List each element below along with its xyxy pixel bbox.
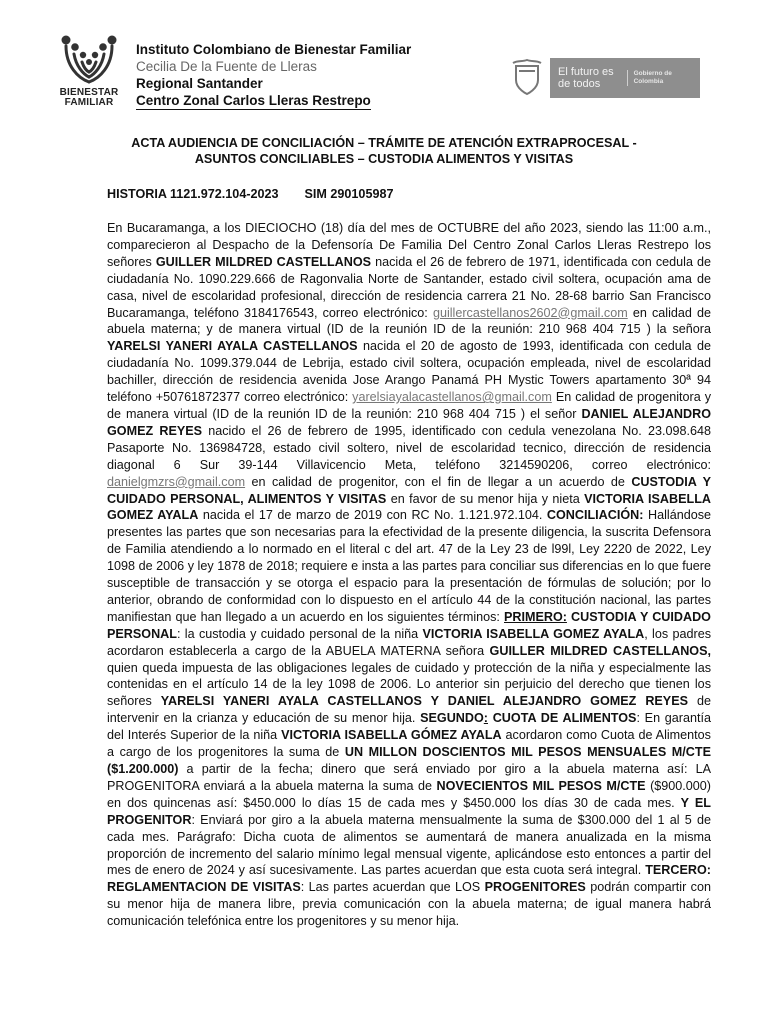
body-text: Hallándose presentes las partes que son necesarias para la efectividad de la presente diligencia, la suscrita Defensora de Familia atendiendo a lo normado en el literal c del art. 47 de la Ley 23 de l99l, Ley 2220 de 2022, Ley 1098 de 2006 y ley 1878 de 2018; requiere e insta a las partes para conciliar sus diferencias en lo que fuere susceptible de transacción y se otorga el espacio para la presentación de fórmulas de solución; por lo anterior, obrando de conformidad con lo dispuesto en el artículo 44 de la constitución nacional, las partes manifiestan que han llegado a un acuerdo en los siguientes términos: (107, 508, 712, 624)
family-icon (56, 32, 122, 88)
emphasis-text: PROGENITORES (484, 880, 586, 895)
emphasis-text: YARELSI YANERI AYALA CASTELLANOS (107, 339, 358, 354)
emphasis-text: Y EL PROGENITOR (107, 795, 711, 827)
body-text: podrán compartir con su menor hija de manera libre, previa comunicación con la abuela materna; de igual manera habrá comunicación telefónica entre los progenitores y su menor hija. (107, 880, 711, 929)
coat-of-arms-icon (510, 58, 544, 98)
body-text: ($900.000) en dos quincenas así: $450.000 lo días 15 de cada mes y $450.000 los días 30 de cada mes. (107, 778, 711, 810)
body-text: en calidad de abuela materna; y de manera virtual (ID de la reunión ID de la reunión: 210 968 404 715 ) la señora (107, 305, 711, 337)
zonal-center-name: Centro Zonal Carlos Lleras Restrepo (136, 93, 371, 108)
body-paragraph (107, 220, 711, 930)
institution-subtitle: Cecilia De la Fuente de Lleras (136, 59, 317, 74)
body-text: : la custodia y cuidado personal de la niña (176, 626, 423, 641)
emphasis-text: GUILLER MILDRED CASTELLANOS (155, 254, 372, 269)
emphasis-text: YARELSI YANERI AYALA CASTELLANOS Y DANIEL ALEJANDRO GOMEZ REYES (160, 694, 689, 709)
section-heading: PRIMERO: (504, 609, 567, 624)
case-reference (107, 187, 393, 201)
body-text: en favor de su menor hija y nieta (386, 491, 585, 506)
government-logo (510, 53, 710, 103)
government-banner (550, 58, 700, 98)
body-text: nacida el 20 de agosto de 1993, identificada con cedula de ciudadanía No. 1099.379.044 de Lebrija, estado civil soltera, ocupación empleada, nivel de escolaridad bachiller, dirección de residencia avenida Jose Arango Panamá PH Mystic Towers apartamento 30ª 94 teléfono +50761872377 correo electrónico: (107, 339, 712, 405)
emphasis-text: CUSTODIA Y CUIDADO PERSONAL, ALIMENTOS Y VISITAS (107, 474, 712, 506)
body-text: nacida el 26 de febrero de 1971, identificada con cedula de ciudadanía No. 1090.229.666 de Ragonvalia Norte de Santander, estado civil soltera, ocupación ama de casa, nivel de escolaridad profesional, dirección de residencia carrera 21 No. 28-68 barrio San Francisco Bucaramanga, teléfono 3184176543, correo electrónico: (107, 254, 712, 320)
title-line: ACTA AUDIENCIA DE CONCILIACIÓN – TRÁMITE DE ATENCIÓN EXTRAPROCESAL - (131, 136, 637, 150)
emphasis-text: UN MILLON DOSCIENTOS MIL PESOS MENSUALES M/CTE ($1.200.000) (107, 745, 711, 776)
emphasis-text: VICTORIA ISABELLA GÓMEZ AYALA (281, 728, 502, 743)
emphasis-text: VICTORIA ISABELLA GOMEZ AYALA (107, 491, 711, 523)
logo-text: BIENESTAR FAMILIAR (59, 87, 119, 108)
emphasis-text: NOVECIENTOS MIL PESOS M/CTE (436, 778, 646, 793)
body-text: : En garantía del Interés Superior de la niña (107, 711, 712, 743)
body-text: : Enviará por giro a la abuela materna mensualmente la suma de $300.000 del 1 al 5 de cada mes. Parágrafo: Dicha cuota de alimentos se aumentará de manera anualizada en la misma proporción de incremento del salario mínimo legal mensual vigente, aplicándose esto entonces a partir del mes de enero de 2024 y así sucesivamente. Las partes acuerdan que esta cuota será integral. (107, 812, 711, 878)
document-header (0, 0, 768, 118)
document-body (107, 220, 711, 930)
emphasis-text: TERCERO: REGLAMENTACION DE VISITAS (107, 863, 711, 895)
emphasis-text: CONCILIACIÓN: (546, 508, 644, 523)
body-text: quien queda impuesta de las obligaciones legales de cuidado y protección de la niña y especialmente las contenidas en el artículo 14 de la ley 1098 de 2006. Lo anterior sin perjuicio del derecho que tienen los señores (107, 660, 711, 709)
emphasis-text: SEGUNDO (420, 711, 484, 726)
regional-name: Regional Santander (136, 76, 263, 91)
document-title (0, 135, 768, 167)
emphasis-text: CUOTA DE ALIMENTOS (488, 711, 637, 726)
body-text: de intervenir en la crianza y educación de su menor hija. (107, 694, 711, 726)
body-text: En calidad de progenitora y de manera virtual (ID de la reunión ID de la reunión: 210 968 404 715 ) el señor (107, 390, 712, 421)
historia-number: HISTORIA 1121.972.104-2023 (107, 187, 279, 201)
body-text: , los padres acordaron establecerla a cargo de la ABUELA MATERNA señora (107, 626, 711, 658)
government-slogan: El futuro es de todos (558, 66, 614, 90)
title-line: ASUNTOS CONCILIABLES – CUSTODIA ALIMENTOS Y VISITAS (194, 152, 574, 166)
body-text: : Las partes acuerdan que LOS (300, 880, 485, 895)
institution-name: Instituto Colombiano de Bienestar Familiar (136, 42, 412, 57)
section-heading: : (483, 711, 488, 726)
email-address: guillercastellanos2602@gmail.com (432, 305, 628, 320)
body-text: nacida el 17 de marzo de 2019 con RC No. 1.121.972.104. (198, 508, 547, 523)
emphasis-text: DANIEL ALEJANDRO GOMEZ REYES (107, 406, 712, 438)
body-text: a partir de la fecha; dinero que será enviado por giro a la abuela materna así: LA PROGENITORA enviará a la abuela materna la suma de (107, 762, 711, 793)
email-address: yarelsiayalacastellanos@gmail.com (352, 390, 552, 405)
institution-block (136, 41, 411, 110)
body-text: acordaron como Cuota de Alimentos a cargo de los progenitores la suma de (107, 728, 711, 760)
emphasis-text: VICTORIA ISABELLA GOMEZ AYALA (422, 626, 645, 641)
email-address: danielgmzrs@gmail.com (107, 474, 246, 489)
body-text: En Bucaramanga, a los DIECIOCHO (18) día del mes de OCTUBRE del año 2023, siendo las 11:00 a.m., comparecieron al Despacho de la Defensoría De Familia Del Centro Zonal Carlos Lleras Restrepo los señores (107, 221, 711, 269)
body-text: en calidad de progenitor, con el fin de llegar a un acuerdo de (245, 474, 632, 489)
government-name: Gobierno de Colombia (627, 70, 700, 86)
body-text: nacido el 26 de febrero de 1995, identificado con cedula venezolana No. 23.098.648 Pasaporte No. 136984728, estado civil soltero, nivel de escolaridad tecnico, dirección de residencia diagonal 6 Sur 39-144 Villavicencio Meta, teléfono 3214590206, correo electrónico: (107, 423, 711, 472)
emphasis-text: CUSTODIA Y CUIDADO PERSONAL (107, 609, 711, 641)
icbf-logo (50, 32, 128, 108)
sim-number: SIM 290105987 (304, 187, 394, 201)
emphasis-text: GUILLER MILDRED CASTELLANOS, (489, 643, 711, 658)
